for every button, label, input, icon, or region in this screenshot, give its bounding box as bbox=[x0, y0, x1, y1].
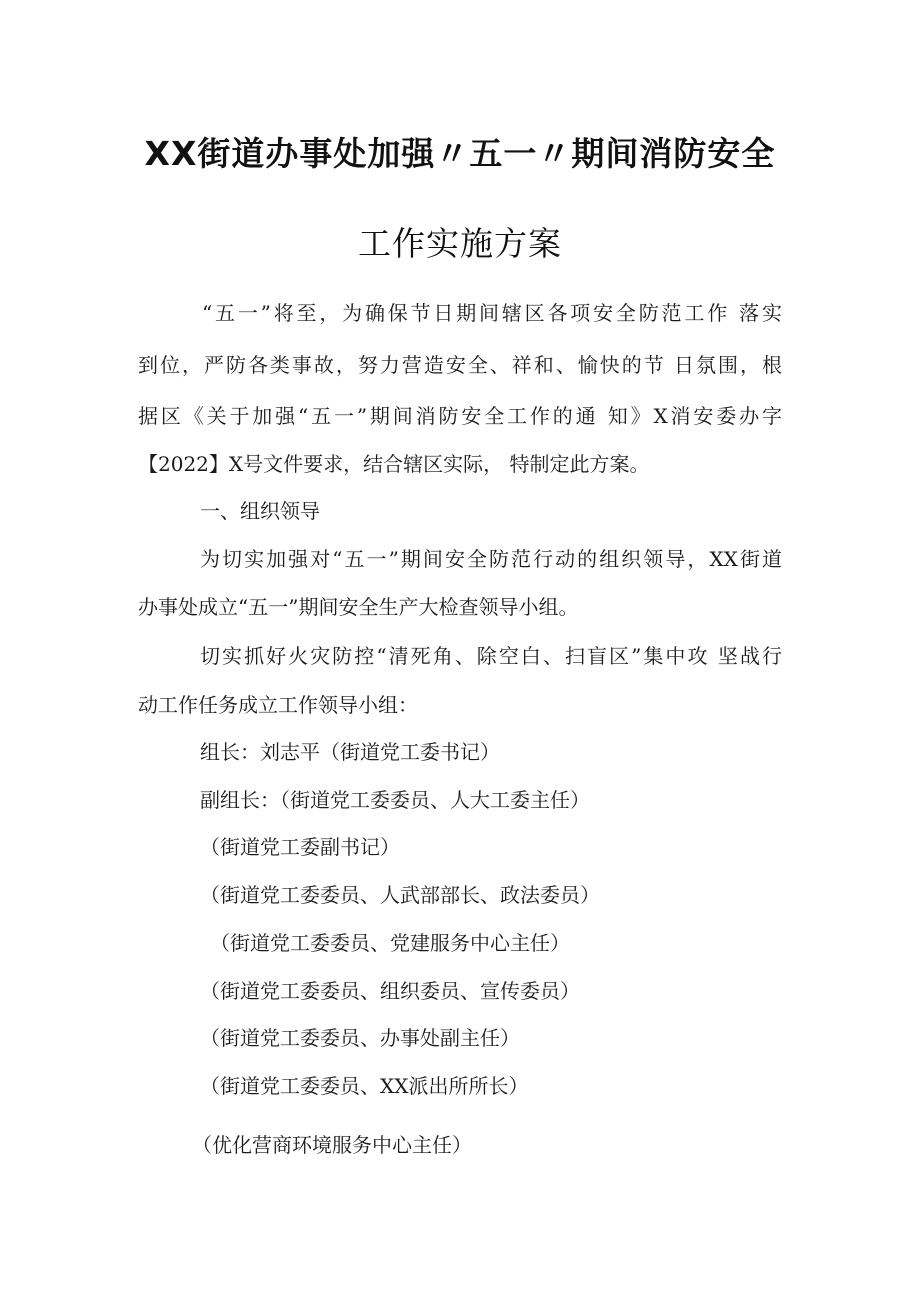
intro-paragraph-line: 【2022】X号文件要求，结合辖区实际， 特制定此方案。 bbox=[138, 452, 650, 476]
document-title-line-2: 工作实施方案 bbox=[358, 224, 562, 263]
section-heading: 一、组织领导 bbox=[200, 499, 320, 523]
section-paragraph-line: 动工作任务成立工作领导小组： bbox=[138, 693, 418, 717]
section-paragraph-line: 为切实加强对“五一”期间安全防范行动的组织领导，XX街道 bbox=[200, 547, 782, 571]
group-member: （街道党工委委员、组织委员、宣传委员） bbox=[200, 979, 580, 1003]
intro-paragraph-line: 据区《关于加强“五一”期间消防安全工作的通 知》X消安委办字 bbox=[138, 404, 782, 428]
group-member: （街道党工委委员、办事处副主任） bbox=[200, 1026, 520, 1050]
intro-paragraph-line: “五一”将至，为确保节日期间辖区各项安全防范工作 落实 bbox=[202, 301, 782, 325]
group-member: （街道党工委委员、人武部部长、政法委员） bbox=[200, 883, 600, 907]
section-paragraph-line: 办事处成立“五一”期间安全生产大检查领导小组。 bbox=[138, 595, 579, 619]
group-deputy-leader: 副组长：（街道党工委委员、人大工委主任） bbox=[200, 788, 590, 812]
group-leader: 组长：刘志平（街道党工委书记） bbox=[200, 740, 500, 764]
section-paragraph-line: 切实抓好火灾防控“清死角、除空白、扫盲区”集中攻 坚战行 bbox=[200, 644, 782, 668]
group-member: （优化营商环境服务中心主任） bbox=[192, 1133, 472, 1157]
group-member: （街道党工委委员、XX派出所所长） bbox=[200, 1074, 529, 1098]
group-member: （街道党工委委员、党建服务中心主任） bbox=[210, 931, 570, 955]
document-title-line-1: XX街道办事处加强〃五一〃期间消防安全 bbox=[144, 134, 776, 173]
intro-paragraph-line: 到位，严防各类事故，努力营造安全、祥和、愉快的节 日氛围，根 bbox=[138, 353, 782, 377]
group-member: （街道党工委副书记） bbox=[200, 835, 400, 859]
